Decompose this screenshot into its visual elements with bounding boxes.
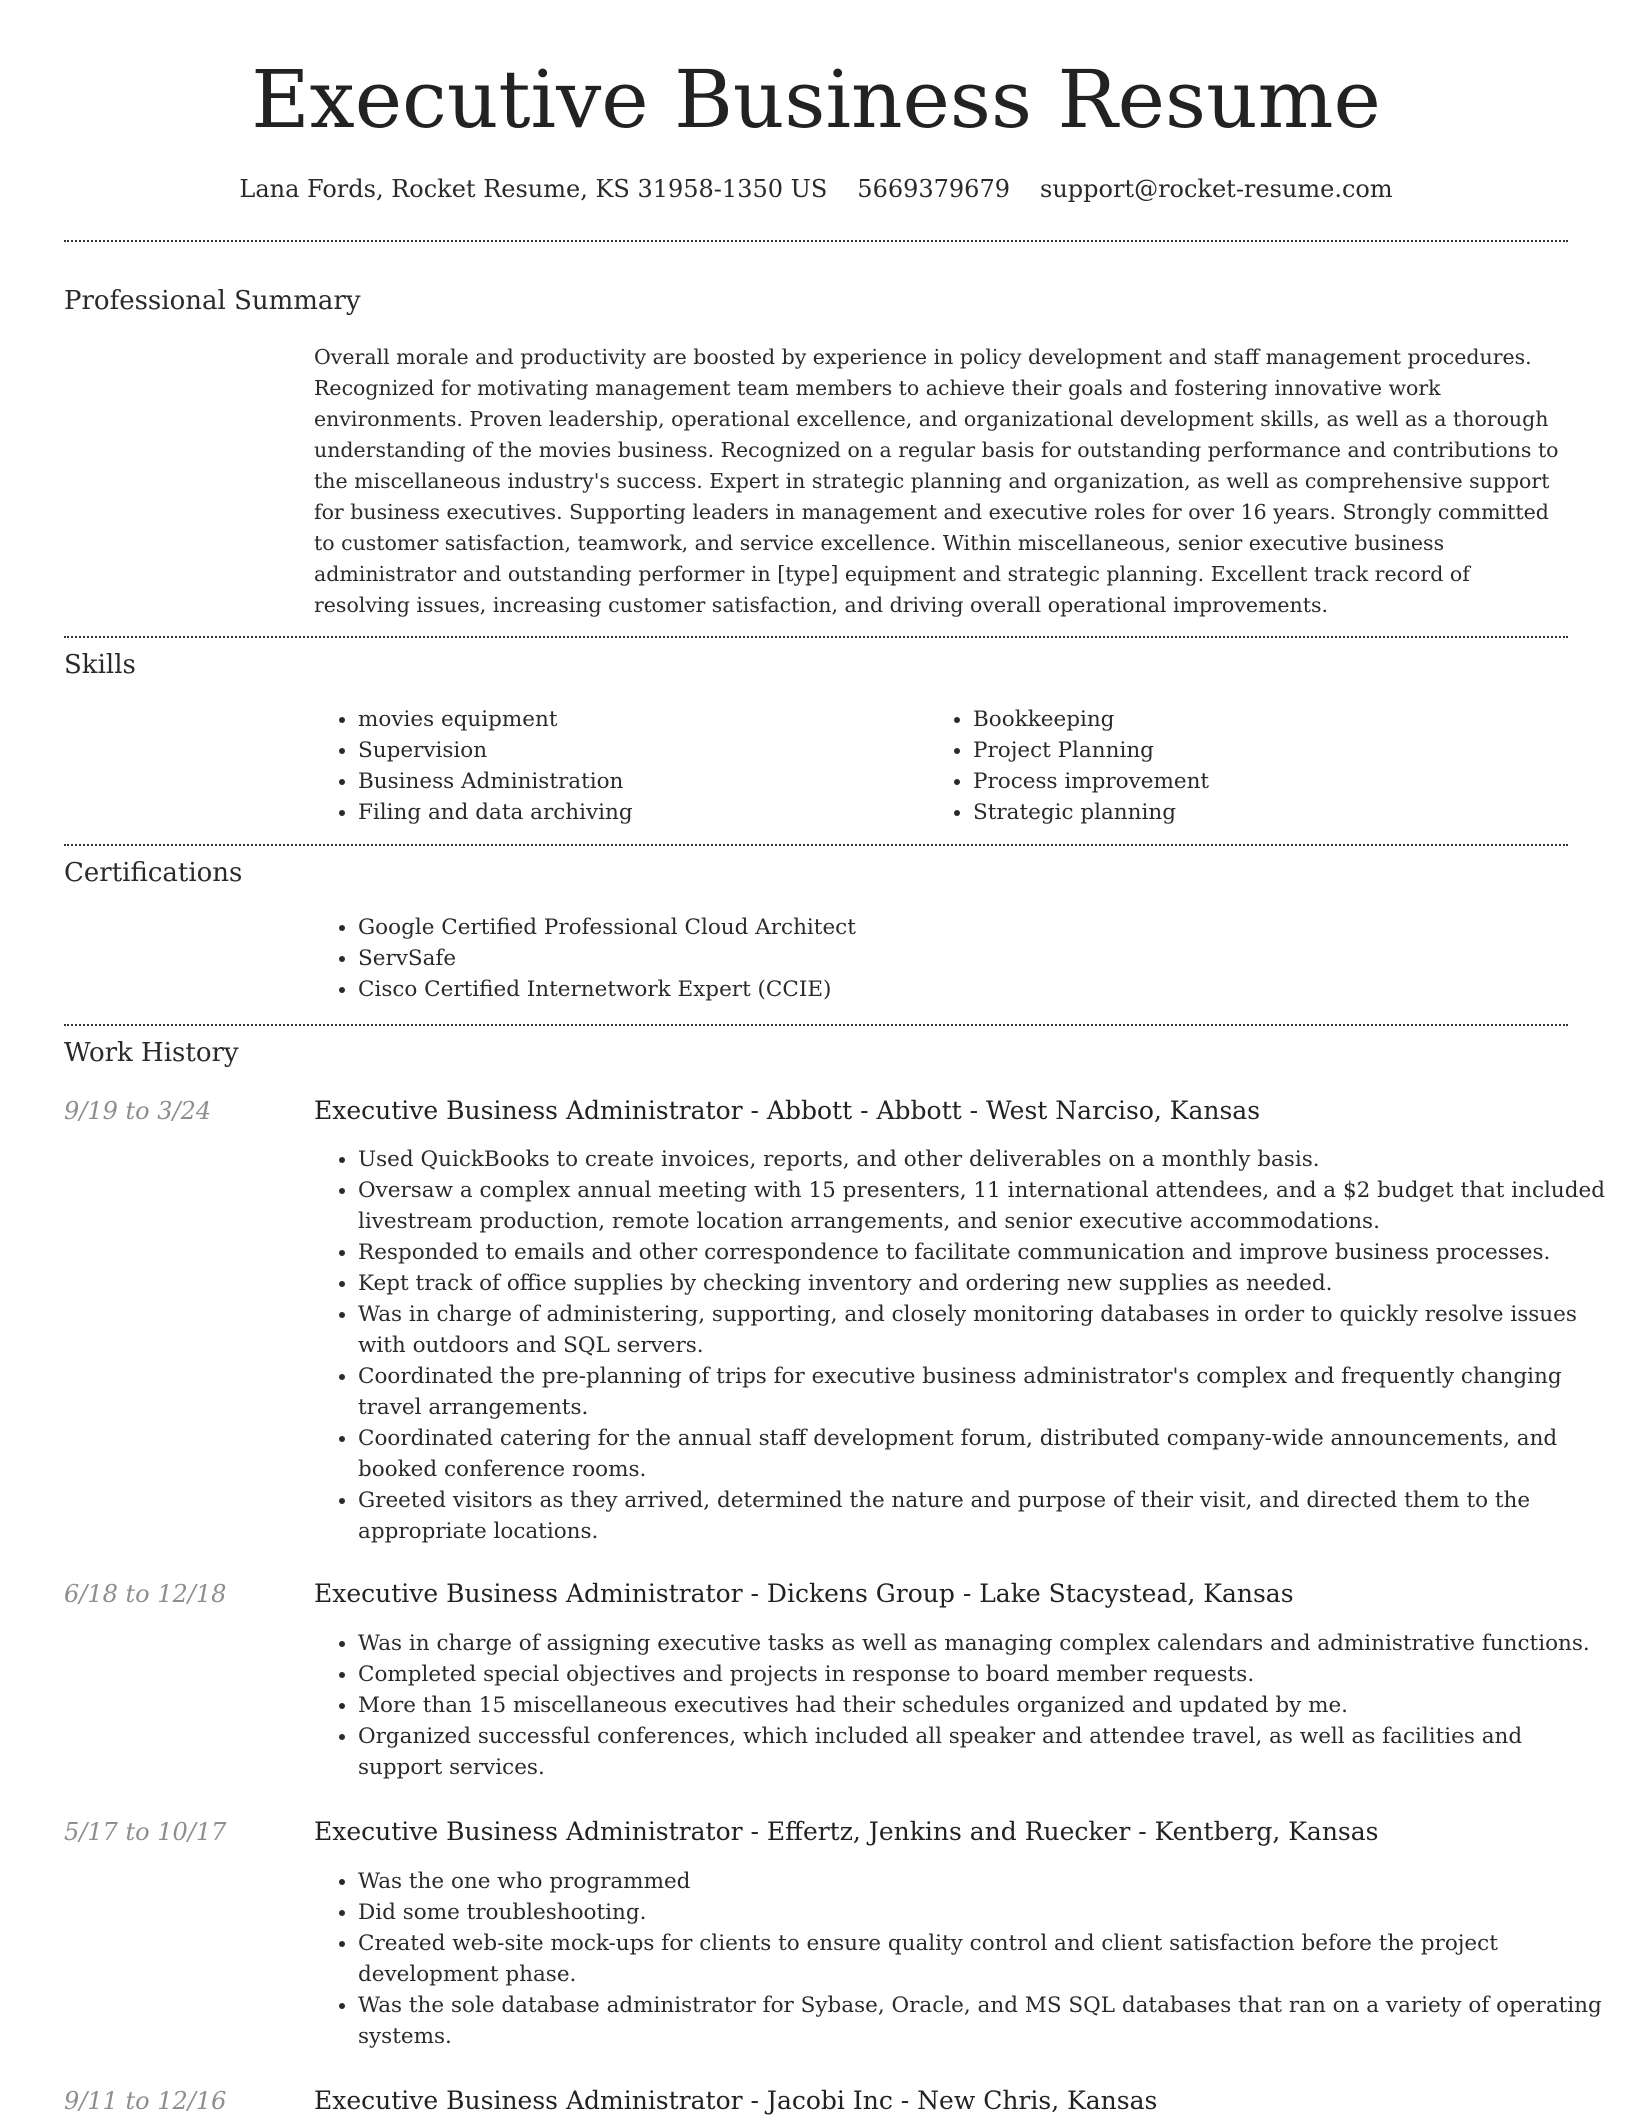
- job-bullets: [314, 1144, 1608, 1547]
- skill-item: • movies equipment: [358, 704, 918, 735]
- skill-item: • Project Planning: [973, 735, 1573, 766]
- certification-item: • ServSafe: [358, 943, 1608, 974]
- job-bullets: [314, 1628, 1608, 1783]
- job-dates: 6/18 to 12/18: [64, 1580, 227, 1608]
- work-history-heading: Work History: [64, 1038, 239, 1068]
- resume-title: Executive Business Resume: [251, 53, 1381, 146]
- job-title: Executive Business Administrator - Abbott - Abbott - West Narciso, Kansas: [314, 1096, 1261, 1125]
- job-bullet: • Was in charge of assigning executive tasks as well as managing complex calendars and administrative functions.: [358, 1628, 1608, 1659]
- divider: [64, 1024, 1568, 1026]
- skill-item: • Business Administration: [358, 766, 918, 797]
- contact-email: support@rocket-resume.com: [1040, 175, 1393, 203]
- job-bullet: • Coordinated the pre-planning of trips for executive business administrator's complex and frequently changing travel arrangements.: [358, 1361, 1608, 1423]
- skill-item: • Bookkeeping: [973, 704, 1573, 735]
- divider: [64, 844, 1568, 846]
- certification-item: • Google Certified Professional Cloud Architect: [358, 912, 1608, 943]
- job-bullet: • Was in charge of administering, supporting, and closely monitoring databases in order to quickly resolve issues with outdoors and SQL servers.: [358, 1299, 1608, 1361]
- skills-heading: Skills: [64, 650, 136, 680]
- job-bullet: • More than 15 miscellaneous executives had their schedules organized and updated by me.: [358, 1690, 1608, 1721]
- summary-heading: Professional Summary: [64, 286, 361, 316]
- skills-list-left: [314, 704, 918, 828]
- job-bullets: [314, 1866, 1608, 2052]
- job-title: Executive Business Administrator - Effertz, Jenkins and Ruecker - Kentberg, Kansas: [314, 1817, 1379, 1846]
- job-bullet: • Was the sole database administrator for Sybase, Oracle, and MS SQL databases that ran on a variety of operating systems.: [358, 1990, 1608, 2052]
- job-bullet: • Greeted visitors as they arrived, determined the nature and purpose of their visit, and directed them to the appropriate locations.: [358, 1485, 1608, 1547]
- certification-item: • Cisco Certified Internetwork Expert (CCIE): [358, 974, 1608, 1005]
- skill-item: • Strategic planning: [973, 797, 1573, 828]
- skill-item: • Supervision: [358, 735, 918, 766]
- skills-list-right: [929, 704, 1573, 828]
- certifications-heading: Certifications: [64, 858, 243, 888]
- job-title: Executive Business Administrator - Dickens Group - Lake Stacystead, Kansas: [314, 1579, 1294, 1608]
- divider: [64, 240, 1568, 242]
- skill-item: • Process improvement: [973, 766, 1573, 797]
- job-bullet: • Responded to emails and other correspondence to facilitate communication and improve business processes.: [358, 1237, 1608, 1268]
- contact-line: [0, 172, 1632, 206]
- job-dates: 9/11 to 12/16: [64, 2087, 227, 2115]
- contact-phone: 5669379679: [857, 175, 1010, 203]
- job-bullet: • Kept track of office supplies by checking inventory and ordering new supplies as needed.: [358, 1268, 1608, 1299]
- job-bullet: • Created web-site mock-ups for clients to ensure quality control and client satisfaction before the project development phase.: [358, 1928, 1608, 1990]
- contact-address: Lana Fords, Rocket Resume, KS 31958-1350 US: [239, 175, 828, 203]
- job-dates: 9/19 to 3/24: [64, 1097, 212, 1125]
- divider: [64, 636, 1568, 638]
- job-bullet: • Used QuickBooks to create invoices, reports, and other deliverables on a monthly basis.: [358, 1144, 1608, 1175]
- certifications-list: [314, 912, 1608, 1005]
- job-bullet: • Did some troubleshooting.: [358, 1897, 1608, 1928]
- summary-text: Overall morale and productivity are boosted by experience in policy development and staff management procedures. Recognized for motivating management team members to achieve their goals and fostering innovative work environments. Proven leadership, operational excellence, and organizational development skills, as well as a thorough understanding of the movies business. Recognized on a regular basis for outstanding performance and contributions to the miscellaneous industry's success. Expert in strategic planning and organization, as well as comprehensive support for business executives. Supporting leaders in management and executive roles for over 16 years. Strongly committed to customer satisfaction, teamwork, and service excellence. Within miscellaneous, senior executive business administrator and outstanding performer in [type] equipment and strategic planning. Excellent track record of resolving issues, increasing customer satisfaction, and driving overall operational improvements.: [314, 345, 1559, 617]
- job-bullet: • Organized successful conferences, which included all speaker and attendee travel, as well as facilities and support services.: [358, 1721, 1608, 1783]
- job-bullet: • Coordinated catering for the annual staff development forum, distributed company-wide announcements, and booked conference rooms.: [358, 1423, 1608, 1485]
- job-dates: 5/17 to 10/17: [64, 1818, 227, 1846]
- job-bullet: • Oversaw a complex annual meeting with 15 presenters, 11 international attendees, and a $2 budget that included livestream production, remote location arrangements, and senior executive accommodations.: [358, 1175, 1608, 1237]
- skill-item: • Filing and data archiving: [358, 797, 918, 828]
- job-title: Executive Business Administrator - Jacobi Inc - New Chris, Kansas: [314, 2086, 1158, 2115]
- job-bullet: • Completed special objectives and projects in response to board member requests.: [358, 1659, 1608, 1690]
- job-bullet: • Was the one who programmed: [358, 1866, 1608, 1897]
